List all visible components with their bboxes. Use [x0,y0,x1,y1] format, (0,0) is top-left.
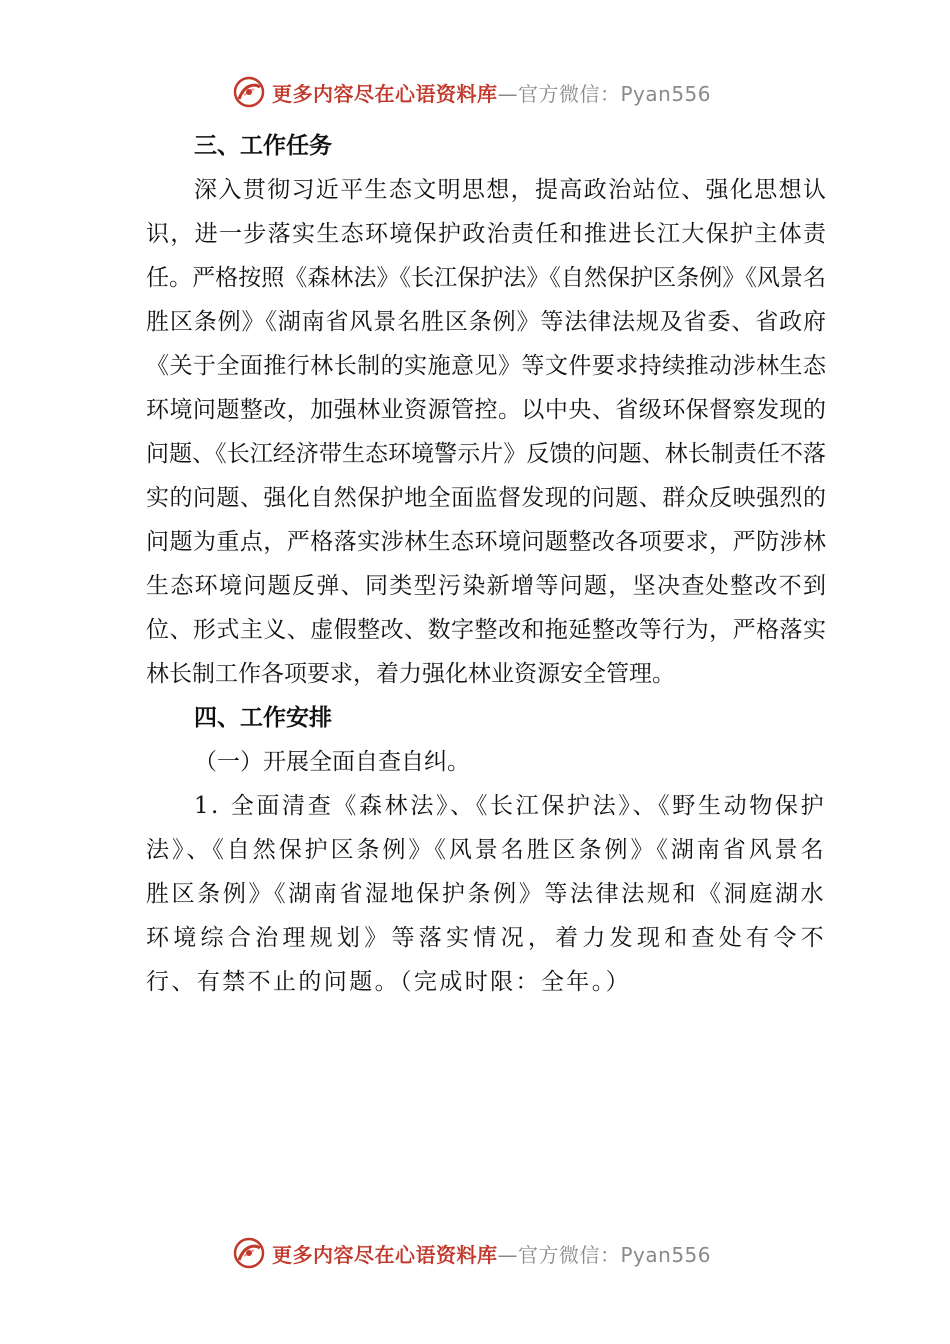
footer-banner [232,1233,752,1273]
section3-paragraph: 深入贯彻习近平生态文明思想，提高政治站位、强化思想认识，进一步落实生态环境保护政治责任和推进长江大保护主体责任。严格按照《森林法》《长江保护法》《自然保护区条例》《风景名胜区条例》《湖南省风景名胜区条例》等法律法规及省委、省政府《关于全面推行林长制的实施意见》等文件要求持续推动涉林生态环境问题整改，加强林业资源管控。以中央、省级环保督察发现的问题、《长江经济带生态环境警示片》反馈的问题、林长制责任不落实的问题、强化自然保护地全面监督发现的问题、群众反映强烈的问题为重点，严格落实涉林生态环境问题整改各项要求，严防涉林生态环境问题反弹、同类型污染新增等问题，坚决查处整改不到位、形式主义、虚假整改、数字整改和拖延整改等行为，严格落实林长制工作各项要求，着力强化林业资源安全管理。 [146,177,826,687]
section4-heading: 四、工作安排 [194,705,332,731]
header-banner-text [272,78,711,107]
footer-banner-title: 更多内容尽在心语资料库 [272,1242,498,1267]
header-banner-title: 更多内容尽在心语资料库 [272,81,498,106]
footer-banner-wechat: —官方微信：Pyan556 [497,1242,712,1267]
item1-paragraph: 1. 全面清查《森林法》、《长江保护法》、《野生动物保护法》、《自然保护区条例》《风景名胜区条例》《湖南省风景名胜区条例》《湖南省湿地保护条例》等法律法规和《洞庭湖水环境综合治理规划》等落实情况，着力发现和查处有令不行、有禁不止的问题。（完成时限：全年。） [146,793,826,995]
document-body [146,124,826,1004]
section3-heading: 三、工作任务 [194,133,332,159]
logo-icon [232,75,266,109]
logo-icon [232,1236,266,1270]
header-banner [232,72,752,112]
header-banner-wechat: —官方微信：Pyan556 [497,81,712,106]
subsection1-heading: （一）开展全面自查自纠。 [194,749,470,775]
footer-banner-text [272,1239,711,1268]
